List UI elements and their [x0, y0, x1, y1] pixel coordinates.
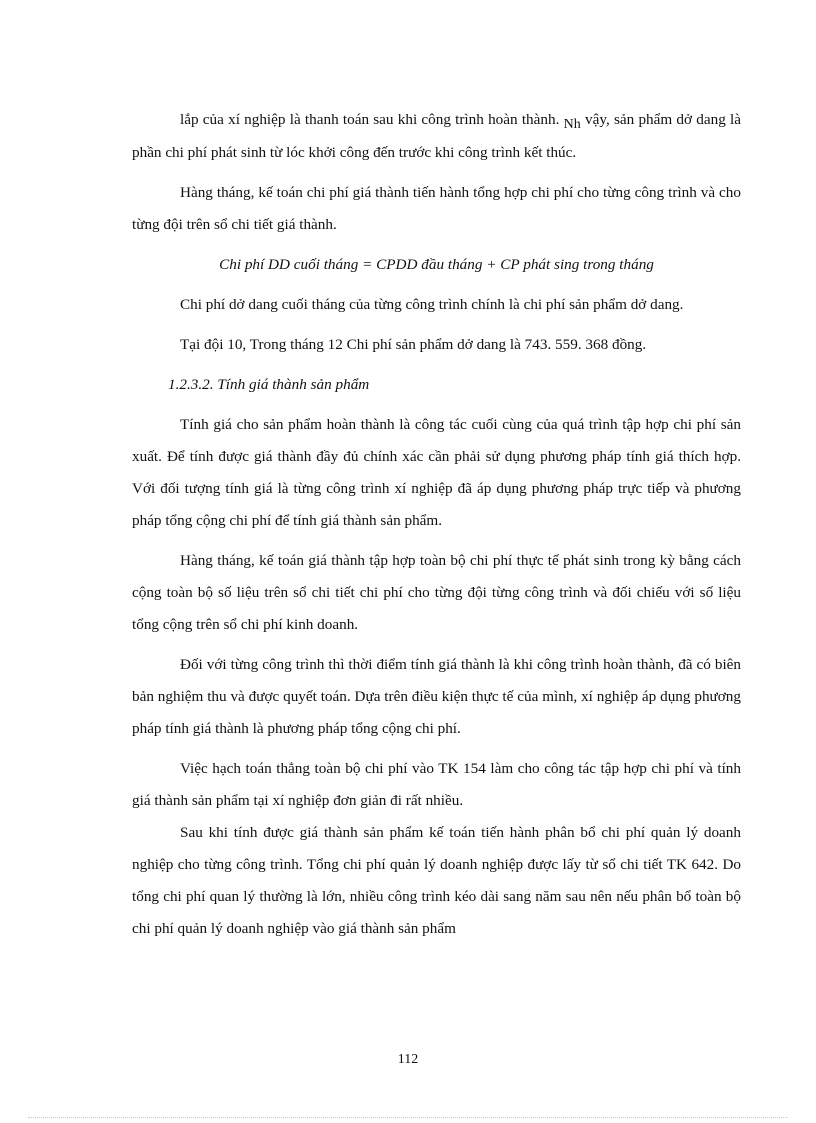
paragraph-1	[132, 104, 741, 169]
formula-line: Chi phí DD cuối tháng = CPDD đầu tháng + CP phát sing trong tháng	[219, 256, 654, 273]
paragraph-2: Hàng tháng, kế toán chi phí giá thành tiến hành tổng hợp chi phí cho từng công trình và cho từng đội trên sổ chi tiết giá thành.	[132, 184, 741, 233]
paragraph-4: Tại đội 10, Trong tháng 12 Chi phí sản phẩm dở dang là 743. 559. 368 đồng.	[180, 336, 647, 353]
paragraph-8: Việc hạch toán thẳng toàn bộ chi phí vào TK 154 làm cho công tác tập hợp chi phí và tính giá thành sản phẩm tại xí nghiệp đơn giản đi rất nhiều.	[132, 760, 741, 809]
paragraph-1-before: lắp của xí nghiệp là thanh toán sau khi công trình hoàn thành.	[180, 111, 560, 128]
section-heading: 1.2.3.2. Tính giá thành sản phẩm	[168, 376, 370, 393]
paragraph-7: Đối với từng công trình thì thời điểm tính giá thành là khi công trình hoàn thành, đã có biên bản nghiệm thu và được quyết toán. Dựa trên điều kiện thực tế của mình, xí nghiệp áp dụng phương pháp tính giá thành là phương pháp tổng cộng chi phí.	[132, 656, 741, 737]
page-bottom-divider	[28, 1117, 788, 1118]
paragraph-3: Chi phí dở dang cuối tháng của từng công trình chính là chi phí sản phẩm dở dang.	[180, 296, 684, 313]
paragraph-1-mark: Nh	[563, 117, 581, 132]
paragraph-1-after: vậy, sản phẩm dở dang là phần chi phí phát sinh từ lóc khởi công đến trước khi công trình kết thúc.	[132, 111, 742, 161]
page-number: 112	[397, 1052, 419, 1067]
paragraph-5: Tính giá cho sản phẩm hoàn thành là công tác cuối cùng của quá trình tập hợp chi phí sản xuất. Để tính được giá thành đầy đủ chính xác cần phải sử dụng phương pháp tính giá thích hợp. Với đối tượng tính giá là từng công trình xí nghiệp đã áp dụng phương pháp trực tiếp và phương pháp tổng cộng chi phí để tính giá thành sản phẩm.	[132, 416, 741, 529]
paragraph-9: Sau khi tính được giá thành sản phẩm kế toán tiến hành phân bổ chi phí quản lý doanh nghiệp cho từng công trình. Tổng chi phí quản lý doanh nghiệp được lấy từ sổ chi tiết TK 642. Do tổng chi phí quan lý thường là lớn, nhiều công trình kéo dài sang năm sau nên nếu phân bổ toàn bộ chi phí quản lý doanh nghiệp vào giá thành sản phẩm	[132, 824, 741, 937]
body-text	[132, 104, 741, 945]
paragraph-6: Hàng tháng, kế toán giá thành tập hợp toàn bộ chi phí thực tế phát sinh trong kỳ bằng cách cộng toàn bộ số liệu trên sổ chi tiết chi phí cho từng đội từng công trình và đối chiếu với số liệu tổng cộng trên sổ chi phí kinh doanh.	[132, 552, 741, 633]
